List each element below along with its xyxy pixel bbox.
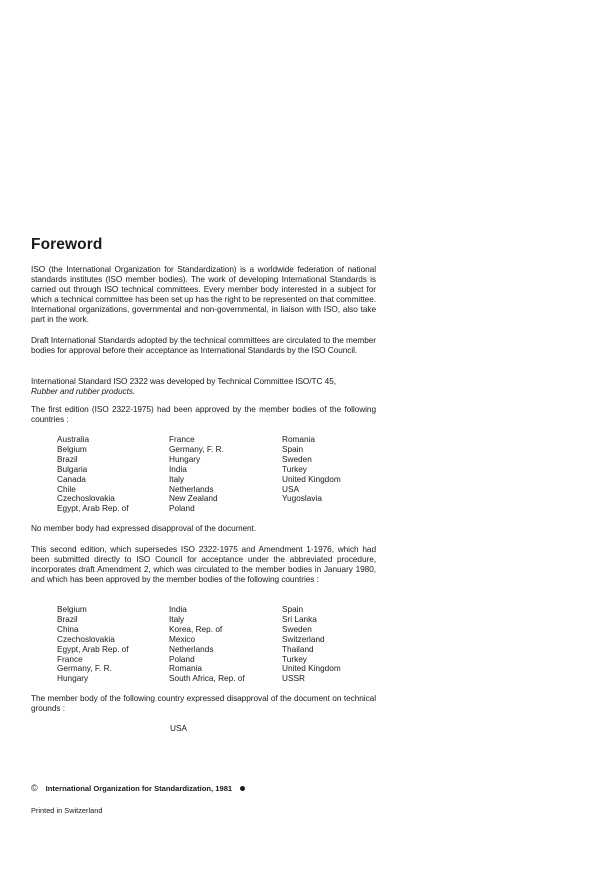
document-page — [31, 0, 376, 876]
country-column-2 — [169, 435, 282, 514]
country-name: Netherlands — [169, 484, 214, 494]
country-name: France — [169, 435, 195, 444]
country-name: Switzerland — [282, 634, 325, 644]
paragraph-no-disapproval: No member body had expressed disapproval of the document. — [31, 524, 257, 533]
country-name: Czechoslovakia — [57, 634, 115, 644]
country-name: Italy — [169, 474, 185, 484]
country-name: Australia — [57, 435, 90, 444]
country-name: Egypt, Arab Rep. of — [57, 504, 129, 514]
country-name: Korea, Rep. of — [169, 624, 223, 634]
country-name: Bulgaria — [57, 464, 88, 474]
country-name: New Zealand — [169, 494, 218, 504]
page-title: Foreword — [31, 236, 103, 253]
country-name: Netherlands — [169, 644, 214, 654]
country-name: Germany, F. R. — [169, 444, 224, 454]
country-name: Turkey — [282, 464, 307, 474]
country-name: Thailand — [282, 644, 314, 654]
country-name: USA — [282, 484, 299, 494]
country-name: Brazil — [57, 454, 78, 464]
country-name: Turkey — [282, 654, 307, 664]
copyright-line — [31, 783, 245, 793]
first-edition-country-list — [57, 435, 357, 514]
disapproving-country: USA — [170, 724, 187, 733]
country-name: South Africa, Rep. of — [169, 674, 245, 684]
development-text: International Standard ISO 2322 was developed by Technical Committee ISO/TC 45, — [31, 377, 336, 386]
bullet-dot-icon — [240, 786, 245, 791]
country-name: United Kingdom — [282, 664, 341, 674]
paragraph-second-edition: This second edition, which supersedes ISO 2322-1975 and Amendment 1-1976, which had been submitted directly to ISO Council for acceptance under the abbreviated procedure, incorporates draft Amendment 2, which was circulated to the member bodies in January 1980, and which has been approved by the member bodies of the following countries : — [31, 545, 376, 584]
country-name: Belgium — [57, 444, 87, 454]
country-name: Sri Lanka — [282, 614, 317, 624]
country-column-2 — [169, 605, 282, 684]
country-name: Sweden — [282, 624, 312, 634]
copyright-icon: © — [31, 783, 38, 793]
country-column-1 — [57, 435, 169, 514]
country-name: Belgium — [57, 605, 87, 614]
country-name: China — [57, 624, 79, 634]
country-name: Egypt, Arab Rep. of — [57, 644, 129, 654]
country-name: Mexico — [169, 634, 196, 644]
country-name: Hungary — [57, 674, 89, 684]
paragraph-technical-disapproval: The member body of the following country expressed disapproval of the document on technical grounds : — [31, 694, 376, 713]
country-name: Canada — [57, 474, 86, 484]
country-name: USSR — [282, 674, 305, 684]
country-name: Romania — [169, 664, 203, 674]
country-name: Brazil — [57, 614, 78, 624]
country-column-3 — [282, 605, 362, 684]
second-edition-country-list — [57, 605, 357, 684]
country-name: India — [169, 464, 187, 474]
country-name: India — [169, 605, 187, 614]
country-column-1 — [57, 605, 169, 684]
country-name: Spain — [282, 605, 304, 614]
country-name: United Kingdom — [282, 474, 341, 484]
paragraph-first-edition: The first edition (ISO 2322-1975) had been approved by the member bodies of the following countries : — [31, 405, 376, 424]
country-name: Yugoslavia — [282, 494, 322, 504]
country-name: Czechoslovakia — [57, 494, 115, 504]
committee-title: Rubber and rubber products. — [31, 386, 136, 396]
country-name: Poland — [169, 504, 195, 514]
country-name: Hungary — [169, 454, 201, 464]
country-name: Sweden — [282, 454, 312, 464]
country-column-3 — [282, 435, 362, 514]
paragraph-draft-standards: Draft International Standards adopted by the technical committees are circulated to the member bodies for approval before their acceptance as International Standards by the ISO Council. — [31, 336, 376, 355]
country-name: France — [57, 654, 83, 664]
paragraph-development — [31, 377, 376, 397]
country-name: Poland — [169, 654, 195, 664]
country-name: Chile — [57, 484, 76, 494]
country-name: Italy — [169, 614, 185, 624]
copyright-text: International Organization for Standardization, 1981 — [45, 783, 233, 793]
paragraph-iso-intro: ISO (the International Organization for Standardization) is a worldwide federation of national standards institutes (ISO member bodies). The work of developing International Standards is carried out through ISO technical committees. Every member body interested in a subject for which a technical committee has been set up has the right to be represented on that committee. International organizations, governmental and non-governmental, in liaison with ISO, also take part in the work. — [31, 265, 376, 324]
printed-location: Printed in Switzerland — [31, 806, 103, 815]
country-name: Spain — [282, 444, 304, 454]
country-name: Romania — [282, 435, 316, 444]
country-name: Germany, F. R. — [57, 664, 112, 674]
